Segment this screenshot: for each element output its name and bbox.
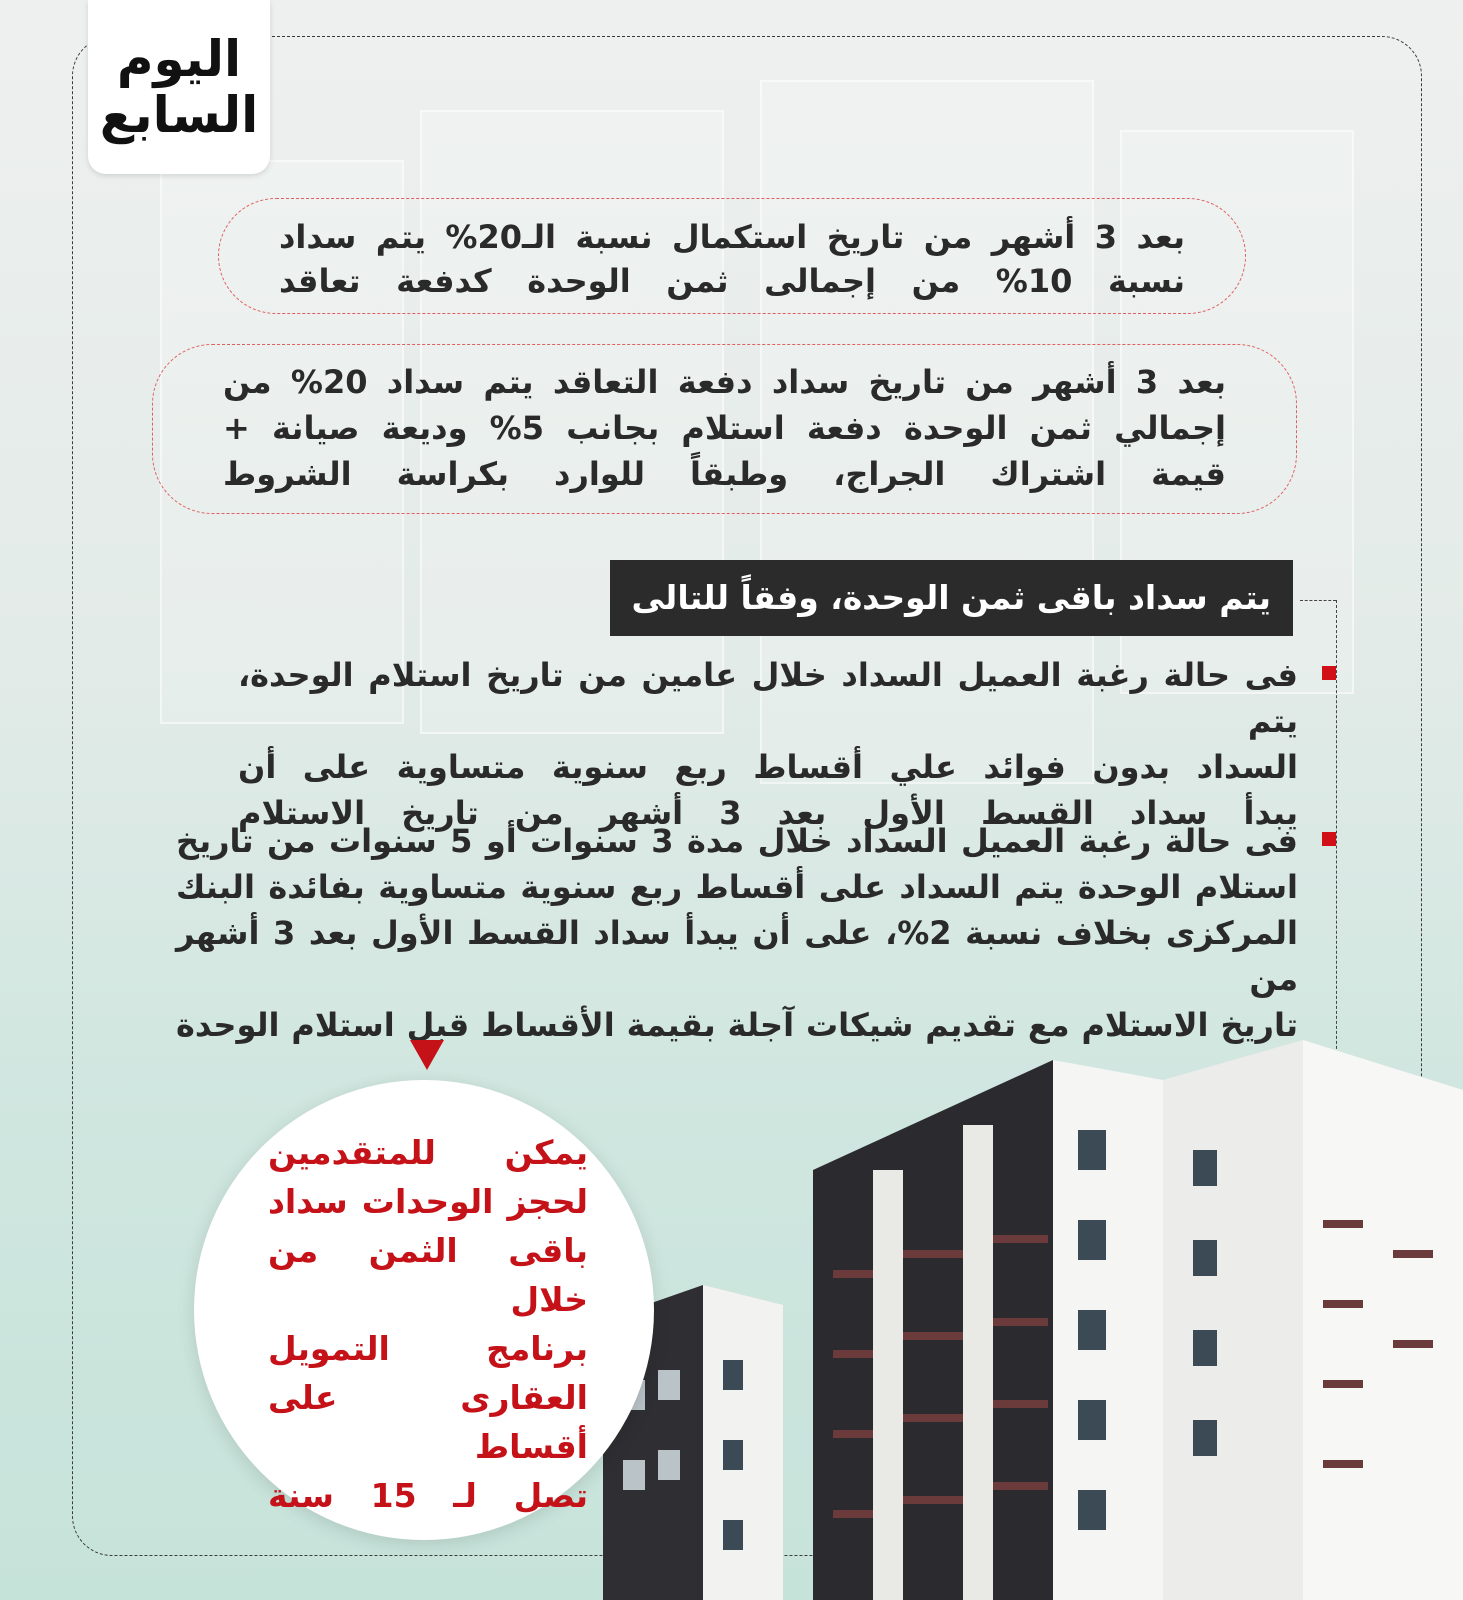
bullet-line: فى حالة رغبة العميل السداد خلال مدة 3 سنوات أو 5 سنوات من تاريخ [176,822,1299,860]
down-arrow-icon [410,1040,444,1070]
bullet-item-two-years [238,652,1298,836]
logo [88,0,270,174]
info-box-contract-payment [218,198,1246,314]
bullet-item-three-five-years [176,818,1298,1048]
section-title: يتم سداد باقى ثمن الوحدة، وفقاً للتالى [610,560,1293,636]
callout-line: برنامج التمويل [268,1329,588,1368]
callout-line: العقارى على أقساط [268,1378,588,1466]
info-line: بعد 3 أشهر من تاريخ استكمال نسبة الـ20% يتم سداد [279,218,1186,256]
bullet-line: استلام الوحدة يتم السداد على أقساط ربع سنوية متساوية بفائدة البنك [176,868,1298,906]
bullet-line: تاريخ الاستلام مع تقديم شيكات آجلة بقيمة الأقساط قبل استلام الوحدة [176,1006,1298,1044]
bullet-line: السداد بدون فوائد علي أقساط ربع سنوية متساوية على أن [238,748,1298,786]
info-line: إجمالي ثمن الوحدة دفعة استلام بجانب 5% وديعة صيانة + [223,409,1227,447]
callout-line: لحجز الوحدات سداد [268,1182,588,1221]
callout-text [268,1128,588,1520]
info-box-receipt-payment [152,344,1297,514]
info-line: قيمة اشتراك الجراج، وطبقاً للوارد بكراسة الشروط [223,455,1226,493]
logo-line1: اليوم [116,30,242,88]
callout-line: تصل لـ 15 سنة [268,1476,588,1515]
info-line: نسبة 10% من إجمالى ثمن الوحدة كدفعة تعاقد [279,262,1186,300]
callout-line: يمكن للمتقدمين [268,1133,588,1172]
dashed-connector-horizontal [1300,600,1336,601]
callout-line: باقى الثمن من خلال [268,1231,588,1319]
logo-line2: السابع [99,86,259,144]
bullet-square-icon [1322,666,1336,680]
bullet-line: المركزى بخلاف نسبة 2%، على أن يبدأ سداد القسط الأول بعد 3 أشهر من [176,914,1299,998]
apartment-building-illustration [583,1020,1463,1600]
bullet-square-icon [1322,832,1336,846]
info-line: بعد 3 أشهر من تاريخ سداد دفعة التعاقد يتم سداد 20% من [223,363,1226,401]
bullet-line: يبدأ سداد القسط الأول بعد 3 أشهر من تاريخ الاستلام [238,794,1299,832]
bullet-line: فى حالة رغبة العميل السداد خلال عامين من تاريخ استلام الوحدة، يتم [238,656,1298,740]
